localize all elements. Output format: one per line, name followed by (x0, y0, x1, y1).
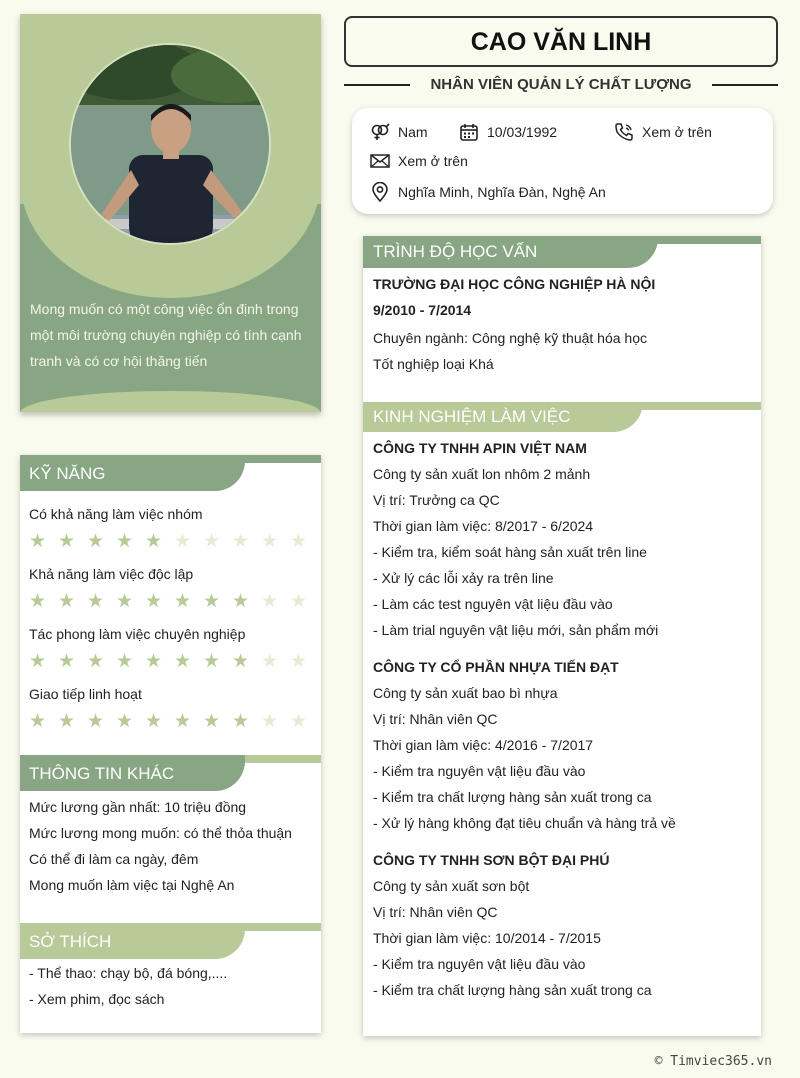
star-icon: ★ (58, 651, 76, 672)
star-icon: ★ (203, 711, 221, 732)
phone-value: Xem ở trên (642, 124, 712, 140)
star-icon: ★ (145, 531, 163, 552)
skill-rating (29, 713, 321, 731)
star-icon: ★ (290, 531, 308, 552)
contact-phone (614, 122, 712, 142)
profile-bottom-arc (20, 391, 321, 412)
school-name: TRƯỜNG ĐẠI HỌC CÔNG NGHIỆP HÀ NỘI (373, 276, 656, 292)
skill-name: Khả năng làm việc độc lập (29, 566, 194, 582)
experience-header (363, 402, 761, 432)
experience-title: KINH NGHIỆM LÀM VIỆC (363, 402, 643, 432)
star-icon: ★ (145, 711, 163, 732)
other-info-line: Mức lương gần nhất: 10 triệu đồng (29, 799, 247, 815)
star-icon: ★ (58, 711, 76, 732)
other-info-line: Mong muốn làm việc tại Nghệ An (29, 877, 235, 893)
other-info-line: Có thể đi làm ca ngày, đêm (29, 851, 199, 867)
job-company: CÔNG TY TNHH SƠN BỘT ĐẠI PHÚ (373, 852, 610, 868)
job-description: Công ty sản xuất lon nhôm 2 mảnh (373, 466, 591, 482)
job-title: NHÂN VIÊN QUẢN LÝ CHẤT LƯỢNG (430, 76, 692, 93)
avatar (69, 43, 271, 245)
hobbies-header (20, 923, 321, 959)
job-task: - Xử lý hàng không đạt tiêu chuẩn và hàng trả về (373, 815, 676, 831)
star-icon: ★ (58, 531, 76, 552)
job-task: - Làm các test nguyên vật liệu đầu vào (373, 596, 613, 612)
star-icon: ★ (261, 591, 279, 612)
job-description: Công ty sản xuất sơn bột (373, 878, 530, 894)
star-icon: ★ (232, 591, 250, 612)
education-major: Chuyên ngành: Công nghệ kỹ thuật hóa học (373, 330, 647, 346)
job-task: - Xử lý các lỗi xảy ra trên line (373, 570, 554, 586)
star-icon: ★ (174, 531, 192, 552)
hobbies-title: SỞ THÍCH (20, 923, 245, 959)
star-icon: ★ (203, 591, 221, 612)
job-task: - Kiểm tra chất lượng hàng sản xuất trong ca (373, 789, 652, 805)
star-icon: ★ (87, 651, 105, 672)
skill-rating (29, 533, 321, 551)
job-company: CÔNG TY TNHH APIN VIỆT NAM (373, 440, 587, 456)
job-task: - Kiểm tra, kiểm soát hàng sản xuất trên line (373, 544, 647, 560)
skill-name: Tác phong làm việc chuyên nghiệp (29, 626, 246, 642)
job-time: Thời gian làm việc: 8/2017 - 6/2024 (373, 518, 594, 534)
job-entry (363, 847, 761, 1003)
dob-value: 10/03/1992 (487, 124, 558, 140)
job-task: - Kiểm tra chất lượng hàng sản xuất trong ca (373, 982, 652, 998)
phone-icon (614, 122, 634, 142)
star-icon: ★ (232, 651, 250, 672)
main-content-card (363, 236, 761, 1036)
skill-name: Giao tiếp linh hoạt (29, 686, 142, 702)
star-icon: ★ (290, 651, 308, 672)
skills-title: KỸ NĂNG (20, 455, 245, 491)
hobby-line: - Xem phim, đọc sách (29, 991, 165, 1007)
contact-address (370, 182, 606, 202)
job-entry (363, 654, 761, 836)
gender-value: Nam (398, 124, 428, 140)
star-icon: ★ (290, 711, 308, 732)
star-icon: ★ (87, 711, 105, 732)
skill-item (20, 626, 321, 671)
star-icon: ★ (203, 531, 221, 552)
job-position: Vị trí: Nhân viên QC (373, 904, 498, 920)
star-icon: ★ (87, 591, 105, 612)
star-icon: ★ (174, 651, 192, 672)
left-info-card (20, 455, 321, 1033)
education-grade: Tốt nghiệp loại Khá (373, 356, 494, 372)
star-icon: ★ (174, 591, 192, 612)
star-icon: ★ (116, 591, 134, 612)
contact-dob (459, 122, 557, 142)
location-pin-icon (370, 182, 390, 202)
job-time: Thời gian làm việc: 10/2014 - 7/2015 (373, 930, 601, 946)
email-value: Xem ở trên (398, 153, 468, 169)
star-icon: ★ (261, 711, 279, 732)
gender-icon (370, 123, 390, 141)
job-description: Công ty sản xuất bao bì nhựa (373, 685, 558, 701)
star-icon: ★ (174, 711, 192, 732)
other-info-line: Mức lương mong muốn: có thể thỏa thuận (29, 825, 292, 841)
star-icon: ★ (261, 531, 279, 552)
education-period: 9/2010 - 7/2014 (373, 302, 472, 318)
job-position: Vị trí: Nhân viên QC (373, 711, 498, 727)
star-icon: ★ (203, 651, 221, 672)
job-task: - Kiểm tra nguyên vật liệu đầu vào (373, 956, 586, 972)
star-icon: ★ (29, 591, 47, 612)
star-icon: ★ (145, 591, 163, 612)
education-header (363, 236, 761, 268)
star-icon: ★ (116, 531, 134, 552)
career-objective: Mong muốn có một công việc ổn định trong một môi trường chuyên nghiệp có tính cạnh tranh và có cơ hội thăng tiến (30, 301, 302, 369)
star-icon: ★ (232, 711, 250, 732)
star-icon: ★ (261, 651, 279, 672)
skill-item (20, 566, 321, 611)
contact-card (352, 108, 773, 214)
job-entry (363, 435, 761, 643)
other-info-title: THÔNG TIN KHÁC (20, 755, 245, 791)
job-task: - Kiểm tra nguyên vật liệu đầu vào (373, 763, 586, 779)
title-rule-right (712, 84, 778, 86)
job-position: Vị trí: Trưởng ca QC (373, 492, 500, 508)
star-icon: ★ (29, 651, 47, 672)
education-title: TRÌNH ĐỘ HỌC VẤN (363, 236, 658, 268)
star-icon: ★ (87, 531, 105, 552)
job-time: Thời gian làm việc: 4/2016 - 7/2017 (373, 737, 594, 753)
job-company: CÔNG TY CỔ PHẦN NHỰA TIẾN ĐẠT (373, 659, 619, 675)
job-task: - Làm trial nguyên vật liệu mới, sản phẩm mới (373, 622, 659, 638)
skill-rating (29, 593, 321, 611)
star-icon: ★ (29, 531, 47, 552)
contact-gender (370, 123, 428, 141)
calendar-icon (459, 122, 479, 142)
candidate-name: CAO VĂN LINH (344, 16, 778, 67)
hobby-line: - Thể thao: chạy bộ, đá bóng,.... (29, 965, 228, 981)
skills-header (20, 455, 321, 491)
star-icon: ★ (116, 711, 134, 732)
star-icon: ★ (232, 531, 250, 552)
skill-name: Có khả năng làm việc nhóm (29, 506, 203, 522)
star-icon: ★ (116, 651, 134, 672)
profile-card (20, 14, 321, 412)
email-icon (370, 153, 390, 169)
skill-rating (29, 653, 321, 671)
contact-email (370, 153, 468, 169)
star-icon: ★ (145, 651, 163, 672)
footer-credit: © Timviec365.vn (654, 1054, 772, 1069)
star-icon: ★ (58, 591, 76, 612)
star-icon: ★ (290, 591, 308, 612)
job-title-row (344, 72, 778, 98)
address-value: Nghĩa Minh, Nghĩa Đàn, Nghệ An (398, 184, 606, 200)
star-icon: ★ (29, 711, 47, 732)
other-info-header (20, 755, 321, 791)
skill-item (20, 686, 321, 731)
skill-item (20, 506, 321, 551)
